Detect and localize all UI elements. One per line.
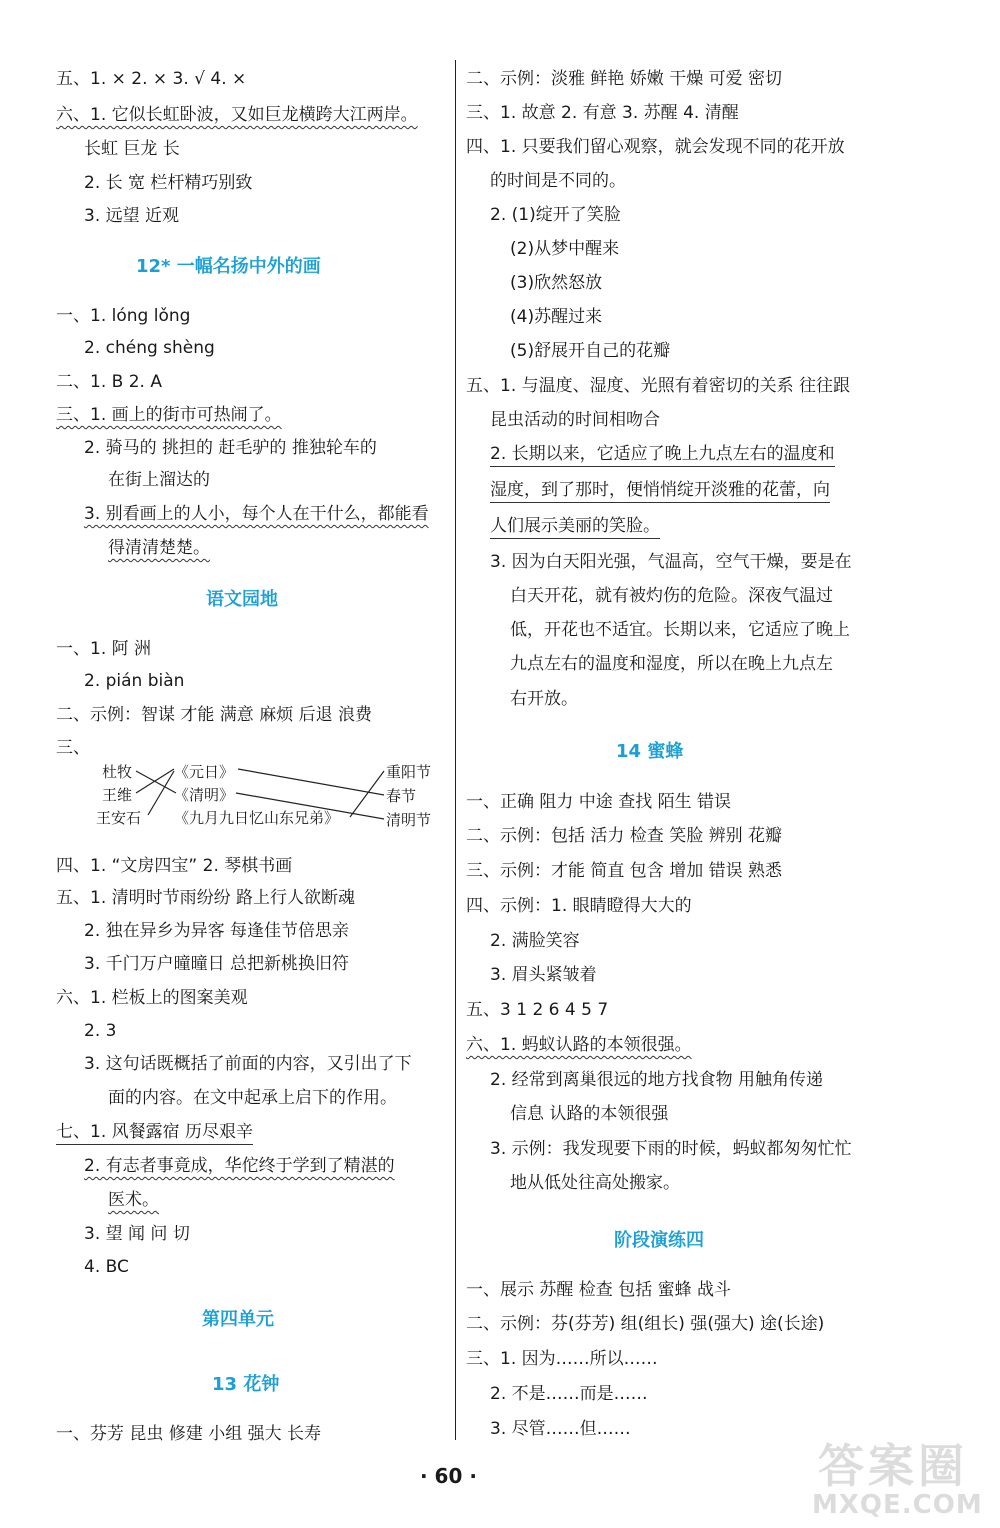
right-answer-line: [490, 964, 597, 986]
answer-text: 五、1. 清明时节雨纷纷 路上行人欲断魂: [56, 888, 356, 908]
right-answer-line: [490, 170, 626, 192]
answer-text: 3. 因为白天阳光强，气温高，空气干燥，要是在: [490, 552, 852, 572]
section-heading: 语文园地: [206, 589, 278, 610]
answer-text: 3. 示例：我发现要下雨的时候，蚂蚁都匆匆忙忙: [490, 1139, 852, 1159]
festival-label: 清明节: [386, 811, 432, 829]
answer-text: 2. 长 宽 栏杆精巧别致: [84, 173, 253, 193]
right-answer-line: [466, 1313, 824, 1335]
section-heading: 第四单元: [202, 1309, 274, 1330]
poem-label: 《元日》: [174, 763, 235, 781]
answer-text: 2. 不是……而是……: [490, 1384, 648, 1404]
answer-text: 低，开花也不适宜。长期以来，它适应了晚上: [510, 620, 850, 640]
answer-text: 六、1. 栏板上的图案美观: [56, 988, 248, 1008]
right-answer-line: [490, 551, 852, 573]
poet-label: 王维: [102, 786, 133, 804]
answer-text: (5)舒展开自己的花瓣: [510, 341, 671, 361]
answer-text: 2. 有志者事竟成，华佗终于学到了精湛的: [84, 1156, 395, 1176]
poem-matching-exercise: [96, 758, 446, 838]
right-answer-line: [466, 136, 845, 158]
answer-text: 五、1. 与温度、湿度、光照有着密切的关系 往往跟: [466, 376, 851, 396]
festival-label: 重阳节: [386, 763, 432, 781]
answer-text: 人们展示美丽的笑脸。: [490, 516, 660, 539]
answer-text: 六、1. 它似长虹卧波，又如巨龙横跨大江两岸。: [56, 105, 418, 125]
right-answer-line: [510, 272, 602, 294]
answer-text: 五、3 1 2 6 4 5 7: [466, 1000, 609, 1020]
right-answer-line: [490, 930, 580, 952]
left-answer-line: [84, 1155, 395, 1177]
answer-text: 3. 眉头紧皱着: [490, 965, 597, 985]
left-answer-line: [56, 887, 355, 909]
answer-text: 3. 别看画上的人小，每个人在干什么，都能看: [84, 504, 429, 524]
answer-text: 3. 千门万户曈曈日 总把新桃换旧符: [84, 954, 350, 974]
answer-text: 一、1. 阿 洲: [56, 639, 152, 659]
answer-text: 一、展示 苏醒 检查 包括 蜜蜂 战斗: [466, 1280, 732, 1300]
answer-text: 三、: [56, 738, 90, 758]
right-answer-line: [466, 999, 608, 1021]
answer-text: 六、1. 蚂蚁认路的本领很强。: [466, 1035, 692, 1055]
answer-text: 四、示例：1. 眼睛瞪得大大的: [466, 896, 692, 916]
right-answer-line: [510, 585, 833, 607]
answer-text: 2. chéng shèng: [84, 338, 215, 358]
answer-text: 4. BC: [84, 1257, 129, 1277]
right-answer-line: [510, 688, 578, 710]
answer-text: 二、示例：淡雅 鲜艳 娇嫩 干燥 可爱 密切: [466, 69, 783, 89]
watermark-url: MXQE.COM: [812, 1490, 983, 1520]
left-answer-line: [56, 638, 151, 660]
answer-text: 的时间是不同的。: [490, 171, 626, 191]
poet-label: 王安石: [96, 809, 142, 827]
answer-text: 二、示例：智谋 才能 满意 麻烦 后退 浪费: [56, 705, 373, 725]
answer-text: 2. 长期以来，它适应了晚上九点左右的温度和: [490, 444, 835, 467]
left-answer-line: [84, 172, 252, 194]
right-answer-line: [510, 340, 670, 362]
right-answer-line: [466, 1348, 658, 1370]
right-answer-line: [510, 653, 833, 675]
answer-text: 五、1. × 2. × 3. √ 4. ×: [56, 69, 247, 89]
right-answer-line: [510, 1172, 680, 1194]
watermark-text: 答案圈: [818, 1439, 968, 1493]
left-answer-line: [84, 337, 215, 359]
right-answer-line: [490, 443, 835, 465]
answer-text: 白天开花，就有被灼伤的危险。深夜气温过: [510, 586, 833, 606]
answer-text: 信息 认路的本领很强: [510, 1104, 669, 1124]
answer-text: 三、示例：才能 简直 包含 增加 错误 熟悉: [466, 861, 783, 881]
answer-text: (3)欣然怒放: [510, 273, 603, 293]
right-answer-line: [466, 825, 782, 847]
answer-text: 四、1. 只要我们留心观察，就会发现不同的花开放: [466, 137, 845, 157]
left-answer-line: [84, 138, 180, 160]
poet-label: 杜牧: [102, 763, 133, 781]
poem-label: 《清明》: [174, 786, 235, 804]
left-answer-line: [84, 920, 349, 942]
left-answer-line: [84, 1053, 412, 1075]
left-answer-line: [56, 371, 162, 393]
answer-text: 3. 尽管……但……: [490, 1419, 631, 1439]
answer-text: 得清清楚楚。: [108, 538, 210, 558]
answer-text: (4)苏醒过来: [510, 307, 603, 327]
left-answer-line: [56, 1121, 253, 1143]
left-answer-line: [56, 305, 190, 327]
right-answer-line: [466, 68, 782, 90]
answer-text: 湿度，到了那时，便悄悄绽开淡雅的花蕾，向: [490, 480, 830, 503]
left-answer-line: [84, 503, 429, 525]
answer-text: 2. 3: [84, 1021, 117, 1041]
answer-text: 地从低处往高处搬家。: [510, 1173, 680, 1193]
answer-text: 二、示例：芬(芬芳) 组(组长) 强(强大) 途(长途): [466, 1314, 825, 1334]
answer-text: 三、1. 因为……所以……: [466, 1349, 658, 1369]
left-answer-line: [84, 1223, 190, 1245]
column-divider: [455, 60, 456, 1440]
answer-text: 一、芬芳 昆虫 修建 小组 强大 长寿: [56, 1424, 322, 1444]
answer-text: 右开放。: [510, 689, 578, 709]
left-answer-line: [56, 104, 418, 126]
answer-text: 一、1. lóng lǒng: [56, 306, 191, 326]
right-answer-line: [510, 238, 619, 260]
answer-text: 长虹 巨龙 长: [84, 139, 180, 159]
right-answer-line: [490, 515, 660, 537]
answer-text: 2. pián biàn: [84, 671, 185, 691]
answer-text: 在街上溜达的: [108, 470, 210, 490]
left-answer-line: [56, 1423, 321, 1445]
right-answer-line: [510, 306, 602, 328]
left-answer-line: [56, 704, 372, 726]
page-number: · 60 ·: [420, 1464, 477, 1488]
right-answer-line: [490, 1069, 823, 1091]
right-answer-line: [466, 1279, 731, 1301]
answer-text: 七、1. 风餐露宿 历尽艰辛: [56, 1122, 253, 1145]
right-answer-line: [490, 1418, 631, 1440]
right-answer-line: [490, 409, 660, 431]
right-answer-line: [490, 204, 621, 226]
answer-text: 昆虫活动的时间相吻合: [490, 410, 660, 430]
answer-text: 医术。: [108, 1190, 159, 1210]
right-answer-line: [466, 791, 731, 813]
answer-text: 2. 经常到离巢很远的地方找食物 用触角传递: [490, 1070, 824, 1090]
match-line: [238, 769, 384, 795]
left-answer-line: [84, 953, 349, 975]
left-answer-line: [108, 1189, 159, 1211]
answer-text: 2. (1)绽开了笑脸: [490, 205, 621, 225]
left-answer-line: [84, 437, 377, 459]
answer-text: 三、1. 画上的街市可热闹了。: [56, 405, 282, 425]
answer-text: 3. 远望 近观: [84, 206, 180, 226]
right-answer-line: [466, 860, 782, 882]
answer-text: 一、正确 阻力 中途 查找 陌生 错误: [466, 792, 732, 812]
left-answer-line: [84, 670, 184, 692]
answer-text: (2)从梦中醒来: [510, 239, 620, 259]
right-answer-line: [466, 1034, 692, 1056]
answer-text: 四、1. “文房四宝” 2. 琴棋书画: [56, 856, 293, 876]
left-answer-line: [84, 1020, 116, 1042]
left-answer-line: [108, 537, 210, 559]
answer-text: 2. 独在异乡为异客 每逢佳节倍思亲: [84, 921, 350, 941]
answer-text: 面的内容。在文中起承上启下的作用。: [108, 1088, 397, 1108]
left-answer-line: [108, 469, 210, 491]
section-heading: 12* 一幅名扬中外的画: [136, 256, 321, 277]
right-answer-line: [466, 102, 739, 124]
left-answer-line: [84, 205, 179, 227]
right-answer-line: [466, 375, 850, 397]
answer-text: 3. 这句话既概括了前面的内容，又引出了下: [84, 1054, 412, 1074]
right-answer-line: [490, 1383, 648, 1405]
left-answer-line: [56, 404, 282, 426]
left-answer-line: [56, 68, 246, 90]
right-answer-line: [490, 1138, 852, 1160]
poem-label: 《九月九日忆山东兄弟》: [174, 809, 340, 827]
left-answer-line: [84, 1256, 129, 1278]
answer-text: 二、1. B 2. A: [56, 372, 162, 392]
watermark-logo: [800, 1430, 995, 1525]
festival-label: 春节: [386, 787, 417, 805]
answer-text: 2. 满脸笑容: [490, 931, 580, 951]
right-answer-line: [510, 1103, 668, 1125]
left-answer-line: [56, 987, 248, 1009]
answer-text: 3. 望 闻 问 切: [84, 1224, 190, 1244]
section-heading: 14 蜜蜂: [616, 741, 684, 762]
right-answer-line: [490, 479, 830, 501]
answer-text: 2. 骑马的 挑担的 赶毛驴的 推独轮车的: [84, 438, 377, 458]
section-heading: 13 花钟: [212, 1374, 280, 1395]
answer-text: 九点左右的温度和湿度，所以在晚上九点左: [510, 654, 833, 674]
right-answer-line: [466, 895, 692, 917]
left-answer-line: [56, 855, 292, 877]
left-answer-line: [108, 1087, 397, 1109]
answer-text: 二、示例：包括 活力 检查 笑脸 辨别 花瓣: [466, 826, 783, 846]
answer-text: 三、1. 故意 2. 有意 3. 苏醒 4. 清醒: [466, 103, 739, 123]
left-answer-line: [56, 737, 90, 759]
section-heading: 阶段演练四: [614, 1230, 704, 1251]
right-answer-line: [510, 619, 850, 641]
